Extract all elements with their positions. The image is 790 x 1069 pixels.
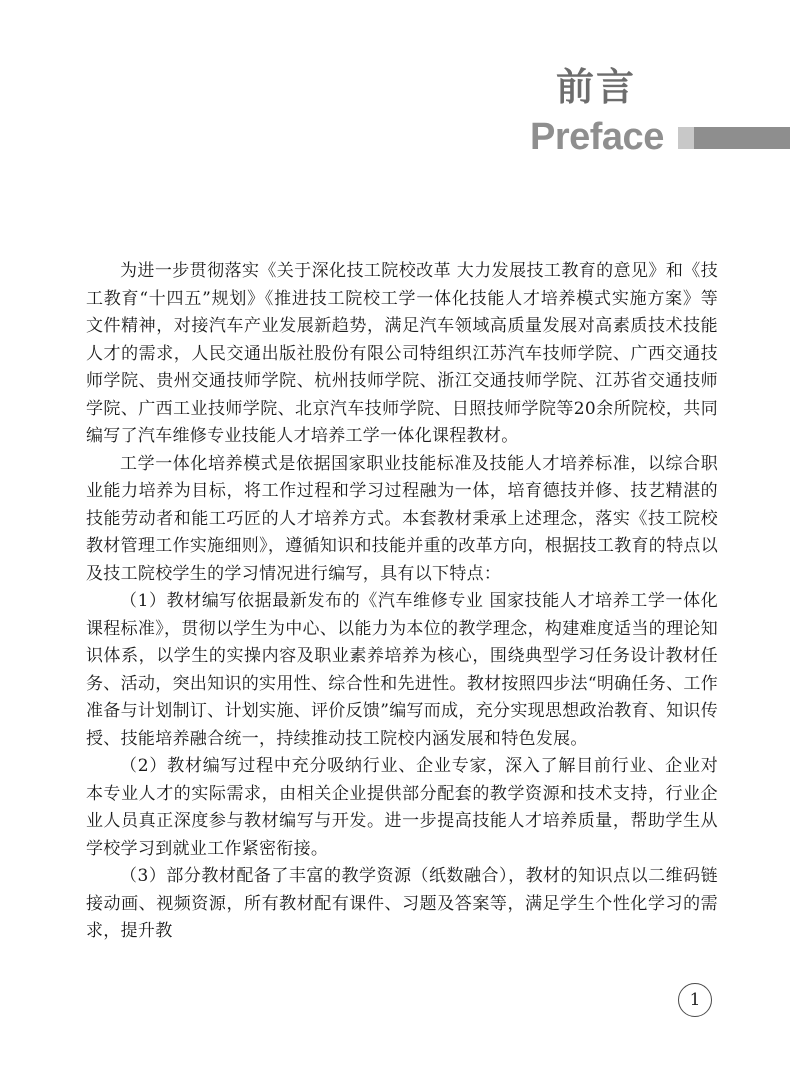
- paragraph-feature-1: （1）教材编写依据最新发布的《汽车维修专业 国家技能人才培养工学一体化课程标准》，贯彻以学生为中心、以能力为本位的教学理念，构建难度适当的理论知识体系，以学生的实操内容及职业素养培养为核心，围绕典型学习任务设计教材任务、活动，突出知识的实用性、综合性和先进性。教材按照四步法“明确任务、工作准备与计划制订、计划实施、评价反馈”编写而成，充分实现思想政治教育、知识传授、技能培养融合统一，持续推动技工院校内涵发展和特色发展。: [86, 591, 718, 749]
- paragraph-training-mode: 工学一体化培养模式是依据国家职业技能标准及技能人才培养标准，以综合职业能力培养为目标，将工作过程和学习过程融为一体，培育德技并修、技艺精湛的技能劳动者和能工巧匠的人才培养方式。本套教材秉承上述理念，落实《技工院校教材管理工作实施细则》，遵循知识和技能并重的改革方向，根据技工教育的特点以及技工院校学生的学习情况进行编写，具有以下特点：: [86, 453, 718, 584]
- title-bar-light-segment: [678, 127, 694, 149]
- page-title-english: Preface: [530, 116, 664, 158]
- title-decoration-bar: [678, 127, 790, 149]
- page-number-text: 1: [689, 990, 701, 1010]
- paragraph-feature-3: （3）部分教材配备了丰富的教学资源（纸数融合），教材的知识点以二维码链接动画、视频资源，所有教材配有课件、习题及答案等，满足学生个性化学习的需求，提升教: [86, 866, 718, 941]
- page-title-chinese: 前言: [556, 65, 637, 109]
- page-number: [678, 983, 712, 1017]
- body-text: [86, 258, 718, 946]
- paragraph-feature-2: （2）教材编写过程中充分吸纳行业、企业专家，深入了解目前行业、企业对本专业人才的实际需求，由相关企业提供部分配套的教学资源和技术支持，行业企业人员真正深度参与教材编写与开发。进一步提高技能人才培养质量，帮助学生从学校学习到就业工作紧密衔接。: [86, 756, 718, 859]
- paragraph-intro: 为进一步贯彻落实《关于深化技工院校改革 大力发展技工教育的意见》和《技工教育“十四五”规划》《推进技工院校工学一体化技能人才培养模式实施方案》等文件精神，对接汽车产业发展新趋势，满足汽车领域高质量发展对高素质技术技能人才的需求，人民交通出版社股份有限公司特组织江苏汽车技师学院、广西交通技师学院、贵州交通技师学院、杭州技师学院、浙江交通技师学院、江苏省交通技师学院、广西工业技师学院、北京汽车技师学院、日照技师学院等20余所院校，共同编写了汽车维修专业技能人才培养工学一体化课程教材。: [86, 261, 718, 446]
- title-bar-dark-segment: [694, 127, 790, 149]
